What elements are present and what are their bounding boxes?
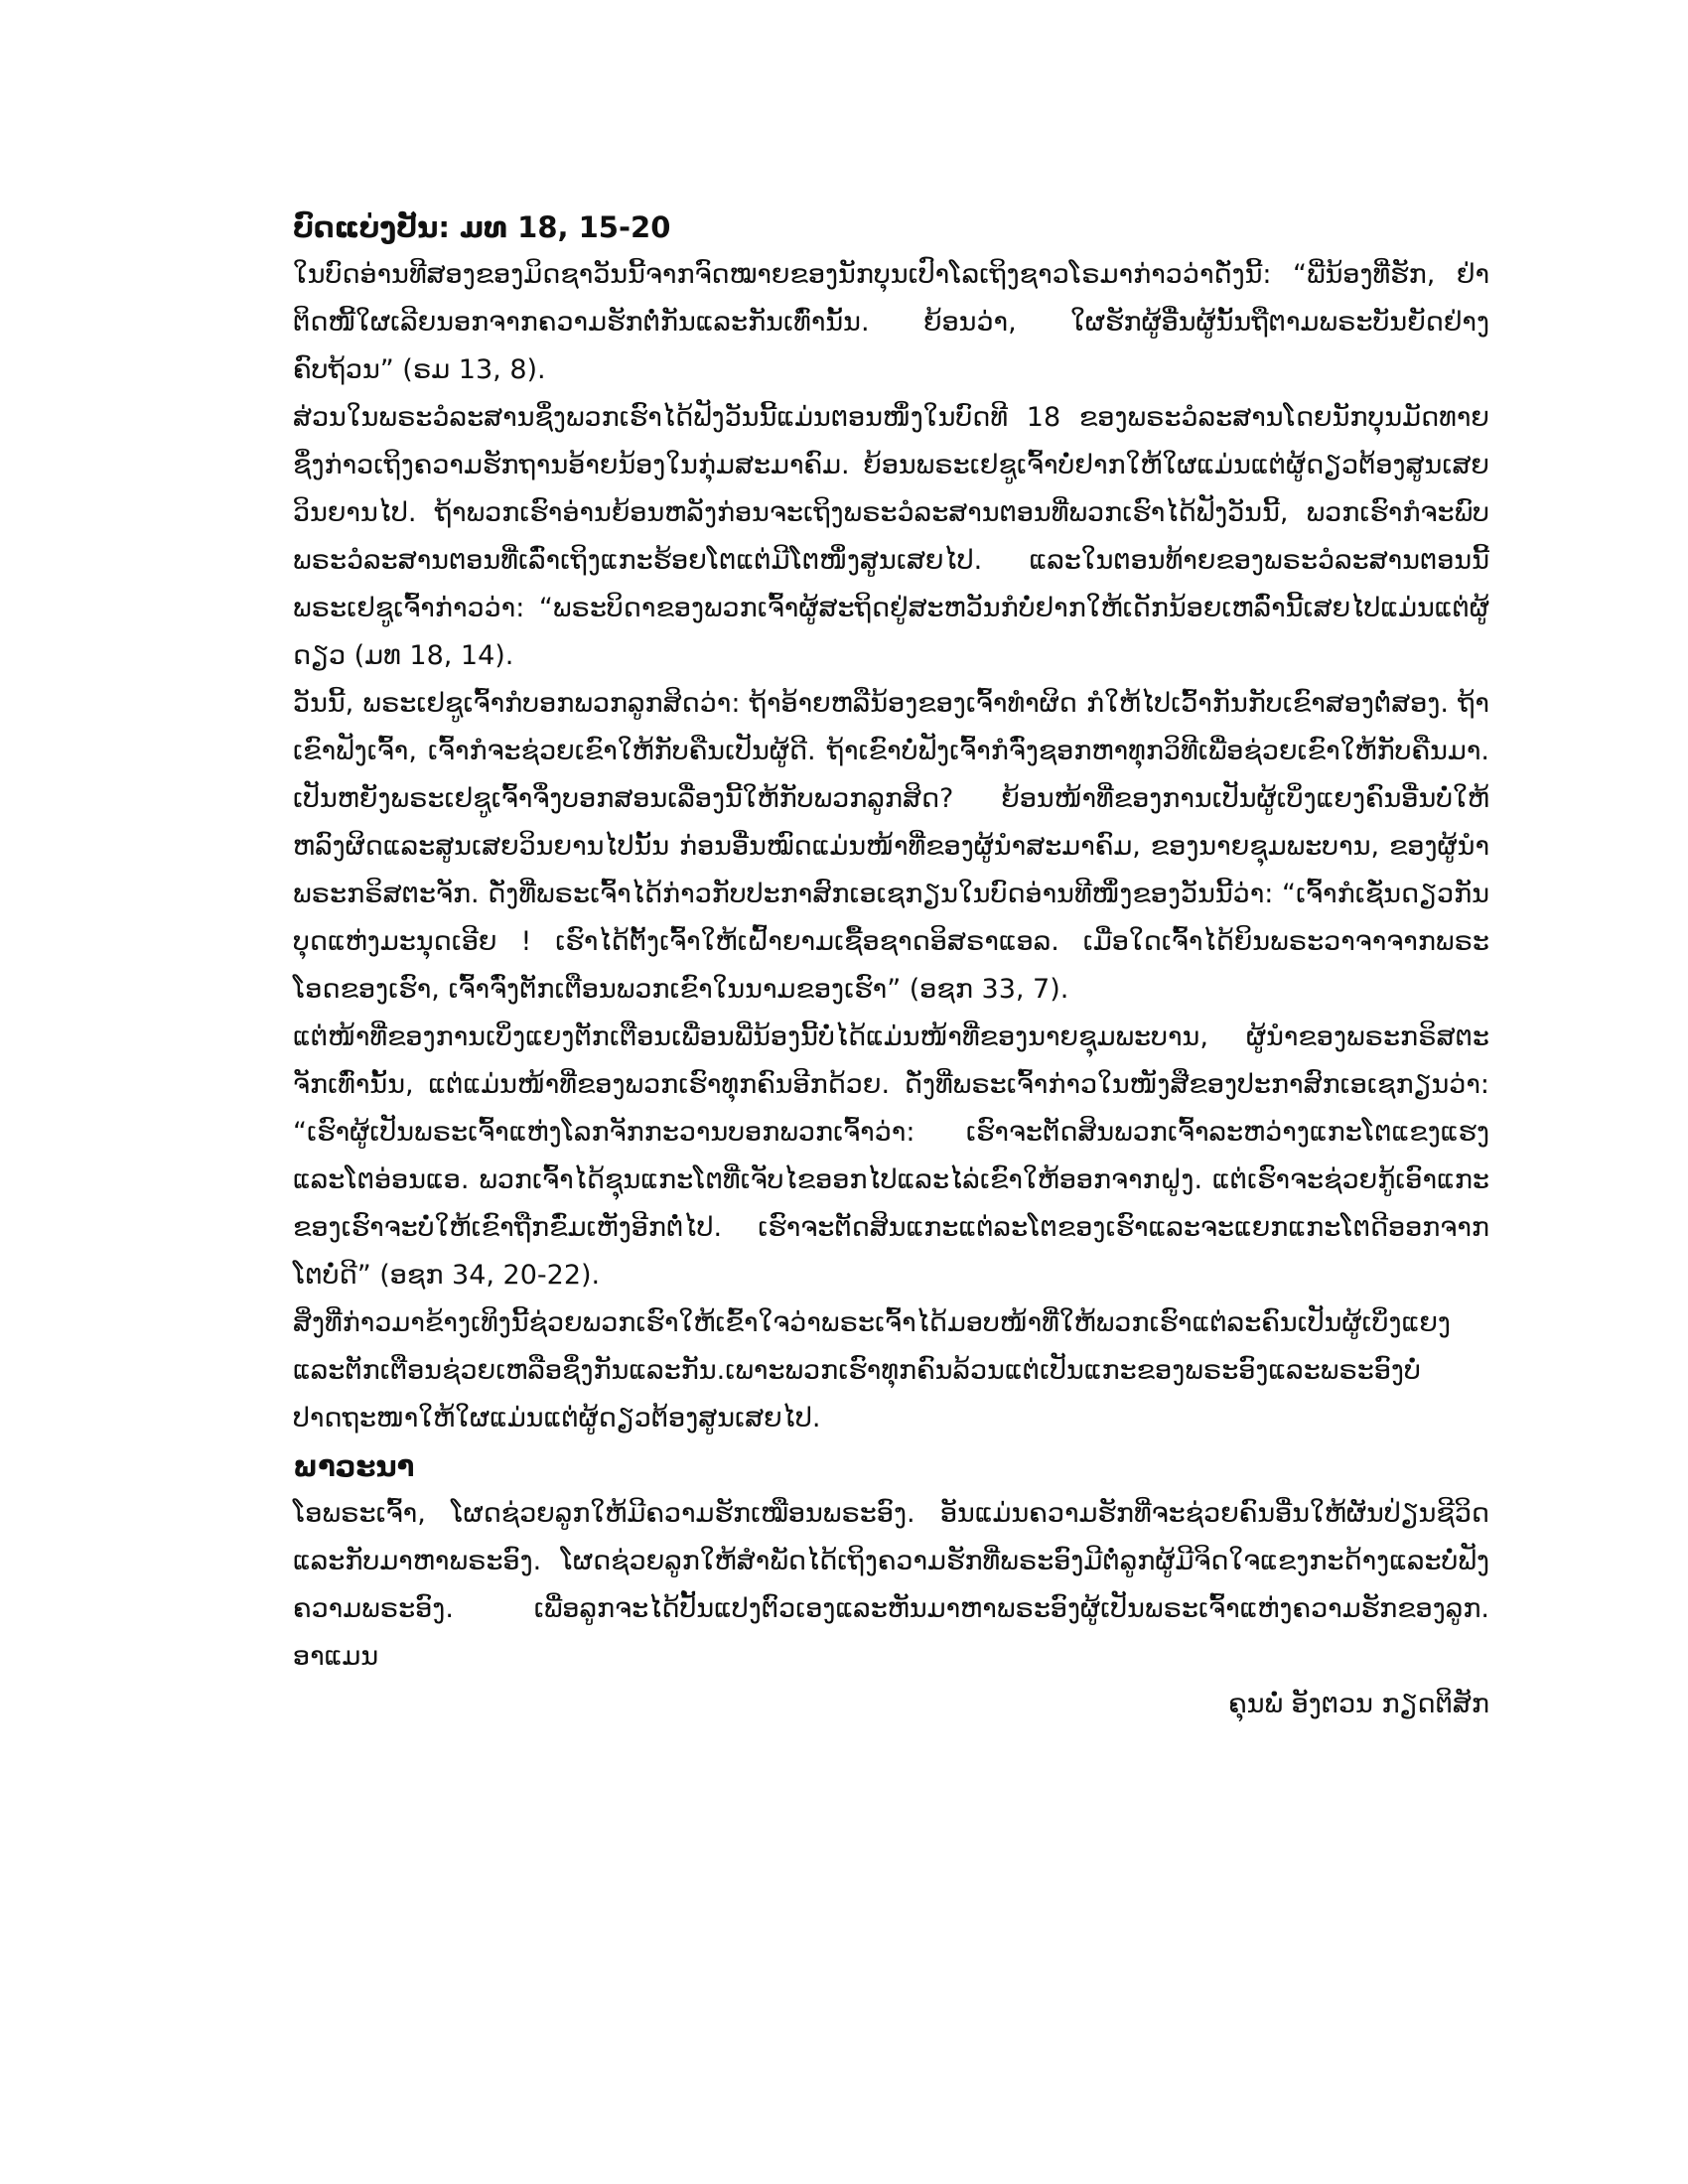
paragraph-3: ວັນນີ້, ພຣະເຢຊູເຈົ້າກໍບອກພວກລູກສິດວ່າ: ຖ້າອ້າຍຫລືນ້ອງຂອງເຈົ້າທຳຜິດ ກໍໃຫ້ໄປເວົ້າກັນກັບເຂົາສອງຕໍ່ສອງ. ຖ້າເຂົາຟັງເຈົ້າ, ເຈົ້າກໍຈະຊ່ວຍເຂົາໃຫ້ກັບຄືນເປັນຜູ້ດີ. ຖ້າເຂົາບໍ່ຟັງເຈົ້າກໍຈົ່ງຊອກຫາທຸກວິທີເພື່ອຊ່ວຍເຂົາໃຫ້ກັບຄືນມາ. ເປັນຫຍັງພຣະເຢຊູເຈົ້າຈຶ່ງບອກສອນເລື່ອງນີ້ໃຫ້ກັບພວກລູກສິດ? ຍ້ອນໜ້າທີ່ຂອງການເປັນຜູ້ເບິ່ງແຍງຄົນອື່ນບໍ່ໃຫ້ຫລົງຜິດແລະສູນເສຍວິນຍານໄປນັ້ນ ກ່ອນອື່ນໝົດແມ່ນໜ້າທີ່ຂອງຜູ້ນຳສະມາຄົມ, ຂອງນາຍຊຸມພະບານ, ຂອງຜູ້ນຳພຣະກຣິສຕະຈັກ. ດັ່ງທີ່ພຣະເຈົ້າໄດ້ກ່າວກັບປະກາສົກເອເຊກຽນໃນບົດອ່ານທີໜຶ່ງຂອງວັນນີ້ວ່າ: “ເຈົ້າກໍເຊັ່ນດຽວກັນ ບຸດແຫ່ງມະນຸດເອີຍ ! ເຮົາໄດ້ຕັ້ງເຈົ້າໃຫ້ເຝົ້າຍາມເຊື້ອຊາດອິສຣາແອລ. ເມື່ອໃດເຈົ້າໄດ້ຍິນພຣະວາຈາຈາກພຣະໂອດຂອງເຮົາ, ເຈົ້າຈົ່ງຕັກເຕືອນພວກເຂົາໃນນາມຂອງເຮົາ” (ອຊກ 33, 7). <box>293 688 1489 1005</box>
paragraph-1: ໃນບົດອ່ານທີສອງຂອງມິດຊາວັນນີ້ຈາກຈົດໝາຍຂອງນັກບຸນເປົາໂລເຖິງຊາວໂຣມາກ່າວວ່າດັ່ງນີ້: “ພີ່ນ້ອງທີ່ຮັກ, ຢ່າຕິດໜີ້ໃຜເລີຍນອກຈາກຄວາມຮັກຕໍ່ກັນແລະກັນເທົ່ານັ້ນ. ຍ້ອນວ່າ, ໃຜຮັກຜູ້ອື່ນຜູ້ນັ້ນຖືຕາມພຣະບັນຍັດຢ່າງຄົບຖ້ວນ” (ຣມ 13, 8). <box>293 259 1489 385</box>
paragraph-4: ແຕ່ໜ້າທີ່ຂອງການເບິ່ງແຍງຕັກເຕືອນເພື່ອນພີ່ນ້ອງນີ້ບໍ່ໄດ້ແມ່ນໜ້າທີ່ຂອງນາຍຊຸມພະບານ, ຜູ້ນຳຂອງພຣະກຣິສຕະຈັກເທົ່ານັ້ນ, ແຕ່ແມ່ນໜ້າທີ່ຂອງພວກເຮົາທຸກຄົນອີກດ້ວຍ. ດັ່ງທີ່ພຣະເຈົ້າກ່າວໃນໜັງສືຂອງປະກາສົກເອເຊກຽນວ່າ: “ເຮົາຜູ້ເປັນພຣະເຈົ້າແຫ່ງໂລກຈັກກະວານບອກພວກເຈົ້າວ່າ: ເຮົາຈະຕັດສິນພວກເຈົ້າລະຫວ່າງແກະໂຕແຂງແຮງແລະໂຕອ່ອນແອ. ພວກເຈົ້າໄດ້ຊຸນແກະໂຕທີ່ເຈັບໄຂອອກໄປແລະໄລ່ເຂົາໃຫ້ອອກຈາກຝູງ. ແຕ່ເຮົາຈະຊ່ວຍກູ້ເອົາແກະຂອງເຮົາຈະບໍ່ໃຫ້ເຂົາຖືກຂົ່ມເຫັງອີກຕໍ່ໄປ. ເຮົາຈະຕັດສິນແກະແຕ່ລະໂຕຂອງເຮົາແລະຈະແຍກແກະໂຕດີອອກຈາກໂຕບໍ່ດີ” (ອຊກ 34, 20-22). <box>293 1022 1489 1291</box>
signature: ຄຸນພໍ່ ອັງຕວນ ກຽດຕິສັກ <box>1228 1689 1489 1719</box>
paragraph-2: ສ່ວນໃນພຣະວໍລະສານຊຶ່ງພວກເຮົາໄດ້ຟັງວັນນີ້ແມ່ນຕອນໜຶ່ງໃນບົດທີ 18 ຂອງພຣະວໍລະສານໂດຍນັກບຸນມັດທາຍຊຶ່ງກ່າວເຖິງຄວາມຮັກຖານອ້າຍນ້ອງໃນກຸ່ມສະມາຄົມ. ຍ້ອນພຣະເຢຊູເຈົ້າບໍ່ຢາກໃຫ້ໃຜແມ່ນແຕ່ຜູ້ດຽວຕ້ອງສູນເສຍວິນຍານໄປ. ຖ້າພວກເຮົາອ່ານຍ້ອນຫລັງກ່ອນຈະເຖິງພຣະວໍລະສານຕອນທີ່ພວກເຮົາໄດ້ຟັງວັນນີ້, ພວກເຮົາກໍຈະພົບພຣະວໍລະສານຕອນທີ່ເລົ່າເຖິງແກະຮ້ອຍໂຕແຕ່ມີໂຕໜຶ່ງສູນເສຍໄປ. ແລະໃນຕອນທ້າຍຂອງພຣະວໍລະສານຕອນນີ້ພຣະເຢຊູເຈົ້າກ່າວວ່າ: “ພຣະບິດາຂອງພວກເຈົ້າຜູ້ສະຖິດຢູ່ສະຫວັນກໍບໍ່ຢາກໃຫ້ເດັກນ້ອຍເຫລົ່ານີ້ເສຍໄປແມ່ນແຕ່ຜູ້ດຽວ (ມທ 18, 14). <box>293 402 1489 671</box>
prayer-text: ໂອພຣະເຈົ້າ, ໂຜດຊ່ວຍລູກໃຫ້ມີຄວາມຮັກເໝືອນພຣະອົງ. ອັນແມ່ນຄວາມຮັກທີ່ຈະຊ່ວຍຄົນອື່ນໃຫ້ຜັນປ່ຽນຊີວິດແລະກັບມາຫາພຣະອົງ. ໂຜດຊ່ວຍລູກໃຫ້ສຳພັດໄດ້ເຖິງຄວາມຮັກທີ່ພຣະອົງມີຕໍ່ລູກຜູ້ມີຈິດໃຈແຂງກະດ້າງແລະບໍ່ຟັງຄວາມພຣະອົງ. ເພື່ອລູກຈະໄດ້ປັ້ນແປງຕົວເອງແລະຫັນມາຫາພຣະອົງຜູ້ເປັນພຣະເຈົ້າແຫ່ງຄວາມຮັກຂອງລູກ. ອາແມນ <box>293 1498 1489 1672</box>
document-title: ບົດແບ່ງປັນ: ມທ 18, 15-20 <box>293 210 671 244</box>
prayer-heading: ພາວະນາ <box>293 1449 415 1483</box>
document-page <box>293 204 1489 1728</box>
paragraph-5: ສິ່ງທີ່ກ່າວມາຂ້າງເທິງນີ້ຊ່ວຍພວກເຮົາໃຫ້ເຂົ້າໃຈວ່າພຣະເຈົ້າໄດ້ມອບໜ້າທີ່ໃຫ້ພວກເຮົາແຕ່ລະຄົນເປັນຜູ້ເບິ່ງແຍງແລະຕັກເຕືອນຊ່ວຍເຫລືອຊຶ່ງກັນແລະກັນ.ເພາະພວກເຮົາທຸກຄົນລ້ວນແຕ່ເປັນແກະຂອງພຣະອົງແລະພຣະອົງບໍ່ປາດຖະໜາໃຫ້ໃຜແມ່ນແຕ່ຜູ້ດຽວຕ້ອງສູນເສຍໄປ. <box>293 1307 1451 1433</box>
